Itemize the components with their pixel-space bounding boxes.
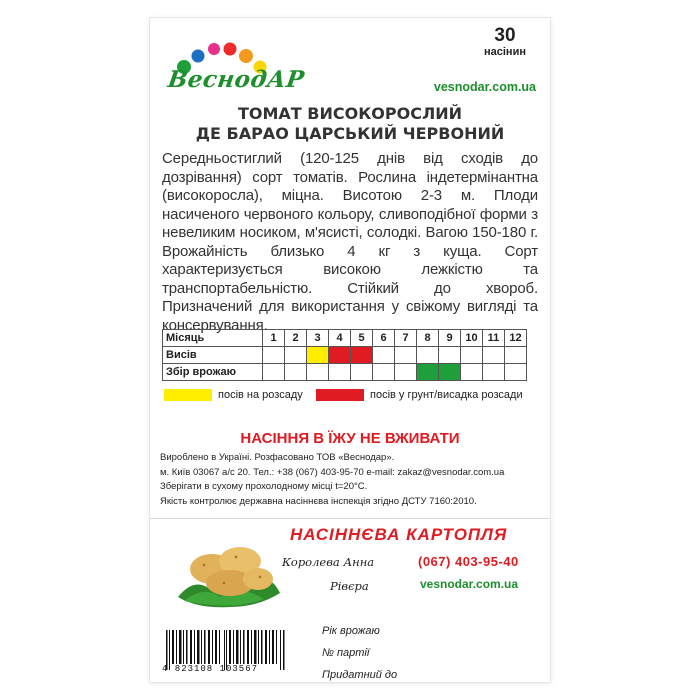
calendar-cell bbox=[483, 364, 505, 381]
month-cell: 4 bbox=[329, 330, 351, 347]
potato-variety-2: Рівєра bbox=[330, 579, 369, 593]
batch-number-field: № партії bbox=[322, 647, 370, 659]
product-title bbox=[150, 104, 550, 144]
calendar-row-sowing bbox=[163, 347, 527, 364]
legend-seedling bbox=[164, 389, 303, 401]
month-cell: 2 bbox=[285, 330, 307, 347]
calendar-cell bbox=[307, 347, 329, 364]
calendar-row-harvest bbox=[163, 364, 527, 381]
seed-count-unit: насінин bbox=[484, 46, 526, 58]
barcode-digits: 4 823108 103567 bbox=[162, 664, 259, 674]
calendar-cell bbox=[373, 364, 395, 381]
calendar-cell bbox=[439, 347, 461, 364]
calendar-cell bbox=[505, 364, 527, 381]
harvest-year-field: Рік врожаю bbox=[322, 625, 380, 637]
calendar-cell bbox=[505, 347, 527, 364]
calendar-cell bbox=[461, 347, 483, 364]
potato-ad-title: НАСІННЄВА КАРТОПЛЯ bbox=[290, 525, 508, 544]
calendar-row-label: Збір врожаю bbox=[163, 364, 263, 381]
calendar-header-row bbox=[163, 330, 527, 347]
month-cell: 10 bbox=[461, 330, 483, 347]
product-description: Середньостиглий (120-125 днів від сходів до дозрівання) сорт томатів. Рослина індетермінантна (високоросла), міцна. Висотою 2-3 м. Плоди насиченого червоного кольору, сливоподібної форми з невеликим носиком, м'ясисті, солодкі. Вагою 150-180 г. Врожайність близько 4 кг з куща. Сорт характеризується високою лежкістю та транспортабельністю. Стійкий до хвороб. Призначений для використання у свіжому вигляді та консервування. bbox=[162, 150, 538, 334]
product-title-line1: ТОМАТ ВИСОКОРОСЛИЙ bbox=[237, 104, 463, 123]
month-cell: 5 bbox=[351, 330, 373, 347]
legend-ground-label: посів у грунт/висадка розсади bbox=[370, 389, 523, 401]
brand-logo-text: ВеснодАР bbox=[166, 66, 307, 93]
potato-ad-phone: (067) 403-95-40 bbox=[418, 554, 519, 569]
calendar-cell bbox=[329, 347, 351, 364]
storage-info-line: Зберігати в сухому прохолодному місці t=20°C. bbox=[160, 481, 368, 492]
calendar-cell bbox=[395, 364, 417, 381]
producer-contacts-line: м. Київ 03067 а/с 20. Тел.: +38 (067) 403-95-70 e-mail: zakaz@vesnodar.com.ua bbox=[160, 466, 505, 478]
month-cell: 1 bbox=[263, 330, 285, 347]
calendar-cell bbox=[483, 347, 505, 364]
calendar-cell bbox=[417, 364, 439, 381]
month-cell: 12 bbox=[505, 330, 527, 347]
brand-website: vesnodar.com.ua bbox=[433, 80, 536, 94]
legend-seedling-label: посів на розсаду bbox=[218, 389, 303, 401]
month-cell: 7 bbox=[395, 330, 417, 347]
calendar-cell bbox=[395, 347, 417, 364]
planting-calendar bbox=[162, 329, 527, 381]
seed-count bbox=[484, 26, 526, 58]
valid-until-field: Придатний до bbox=[322, 669, 398, 681]
calendar-row-label: Висів bbox=[163, 347, 263, 364]
legend-swatch-yellow bbox=[164, 389, 212, 401]
potato-ad bbox=[150, 518, 550, 619]
product-title-line2: ДЕ БАРАО ЦАРСЬКИЙ ЧЕРВОНИЙ bbox=[195, 124, 505, 143]
potato-variety-1: Королева Анна bbox=[282, 555, 375, 569]
warning-text: НАСІННЯ В ЇЖУ НЕ ВЖИВАТИ bbox=[240, 430, 460, 447]
potato-image-icon bbox=[174, 527, 284, 611]
seed-count-number: 30 bbox=[494, 25, 516, 46]
calendar-cell bbox=[329, 364, 351, 381]
calendar-cell bbox=[461, 364, 483, 381]
calendar-header-label: Місяць bbox=[163, 330, 263, 347]
seed-packet bbox=[150, 18, 550, 682]
legend-swatch-red bbox=[316, 389, 364, 401]
calendar-cell bbox=[263, 364, 285, 381]
calendar-cell bbox=[307, 364, 329, 381]
calendar-cell bbox=[351, 364, 373, 381]
quality-info-line: Якість контролює державна насіннєва інспекція згідно ДСТУ 7160:2010. bbox=[160, 495, 477, 507]
month-cell: 11 bbox=[483, 330, 505, 347]
month-cell: 8 bbox=[417, 330, 439, 347]
producer-info-line: Вироблено в Україні. Розфасовано ТОВ «Веснодар». bbox=[160, 452, 395, 463]
calendar-cell bbox=[417, 347, 439, 364]
month-cell: 9 bbox=[439, 330, 461, 347]
calendar-cell bbox=[263, 347, 285, 364]
calendar-cell bbox=[351, 347, 373, 364]
legend-ground bbox=[316, 389, 523, 401]
calendar-cell bbox=[439, 364, 461, 381]
calendar-cell bbox=[373, 347, 395, 364]
month-cell: 6 bbox=[373, 330, 395, 347]
producer-info bbox=[160, 451, 545, 509]
calendar-cell bbox=[285, 347, 307, 364]
calendar-cell bbox=[285, 364, 307, 381]
month-cell: 3 bbox=[307, 330, 329, 347]
potato-ad-website: vesnodar.com.ua bbox=[420, 577, 519, 591]
